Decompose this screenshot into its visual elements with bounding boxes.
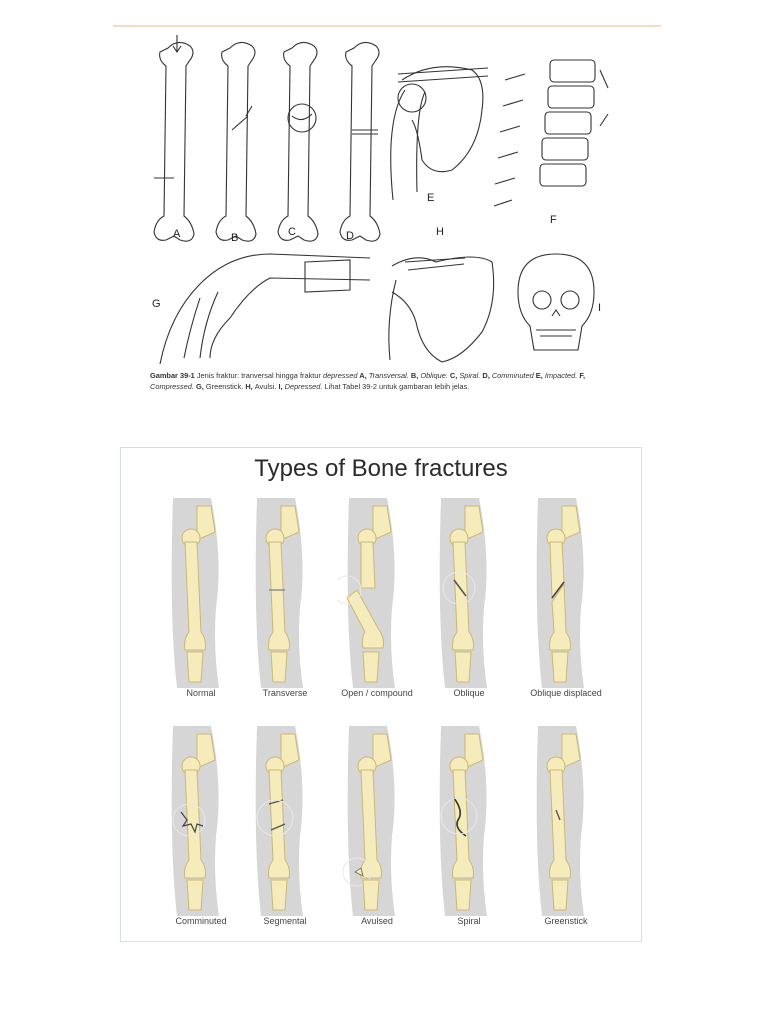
- label-g: G: [152, 298, 161, 310]
- femur-a-sketch: [154, 35, 194, 241]
- caption-spiral: Spiral: [457, 916, 481, 926]
- fracture-transverse: [245, 498, 325, 698]
- label-e: E: [427, 192, 435, 204]
- caption-comminuted: Comminuted: [175, 916, 227, 926]
- oblique-displaced-leg-illustration: [526, 498, 606, 688]
- spiral-leg-illustration: [429, 726, 509, 916]
- greenstick-leg-illustration: [526, 726, 606, 916]
- caption-oblique-displaced: Oblique displaced: [530, 688, 602, 698]
- skull-i-sketch: [518, 254, 594, 350]
- label-c: C: [288, 226, 296, 238]
- poster-title: Types of Bone fractures: [254, 455, 508, 482]
- label-i: I: [598, 302, 602, 314]
- label-f: F: [550, 214, 557, 226]
- fracture-spiral: [429, 726, 509, 926]
- avulsed-leg-illustration: [337, 726, 417, 916]
- fracture-avulsed: [337, 726, 417, 926]
- transverse-leg-illustration: [245, 498, 325, 688]
- label-d: D: [346, 230, 354, 242]
- caption-open-compound: Open / compound: [341, 688, 413, 698]
- label-h: H: [436, 226, 444, 238]
- normal-leg-illustration: [161, 498, 241, 688]
- caption-normal: Normal: [186, 688, 216, 698]
- fracture-segmental: [245, 726, 325, 926]
- oblique-leg-illustration: [429, 498, 509, 688]
- open-compound-leg-illustration: [337, 498, 417, 688]
- fracture-comminuted: [161, 726, 241, 926]
- fracture-oblique-displaced: [526, 498, 606, 698]
- caption-transverse: Transverse: [262, 688, 308, 698]
- shoulder-h-sketch: [389, 257, 494, 362]
- caption-segmental: Segmental: [263, 916, 307, 926]
- segmental-leg-illustration: [245, 726, 325, 916]
- wrist-hand-g-sketch: [160, 254, 370, 364]
- fracture-open-compound: [337, 498, 417, 698]
- caption-oblique: Oblique: [453, 688, 485, 698]
- caption-figure-number: Gambar 39-1: [150, 371, 195, 380]
- fracture-greenstick: [526, 726, 606, 926]
- bone-fractures-poster: [120, 447, 642, 942]
- top-divider: [113, 25, 661, 27]
- fracture-sketch-illustration: [140, 30, 630, 370]
- textbook-figure: [140, 30, 630, 370]
- label-b: B: [231, 232, 239, 244]
- label-a: A: [173, 228, 181, 240]
- spine-f-sketch: [494, 60, 608, 206]
- femur-b-sketch: [216, 42, 256, 241]
- comminuted-leg-illustration: [161, 726, 241, 916]
- shoulder-e-sketch: [391, 67, 488, 200]
- caption-avulsed: Avulsed: [361, 916, 393, 926]
- fracture-normal: [161, 498, 241, 698]
- femur-c-sketch: [278, 42, 318, 241]
- femur-d-sketch: [340, 42, 380, 241]
- caption-greenstick: Greenstick: [544, 916, 588, 926]
- fracture-oblique: [429, 498, 509, 698]
- figure-caption: Gambar 39-1 Jenis fraktur: tranversal hingga fraktur depressed A, Transversal. B, Oblique. C, Spiral. D, Comminuted E, Impacted. F, Compressed. G, Greenstick. H, Avulsi. I, Depressed. Lihat Tabel 39-2 untuk gambaran lebih jelas.: [150, 371, 586, 391]
